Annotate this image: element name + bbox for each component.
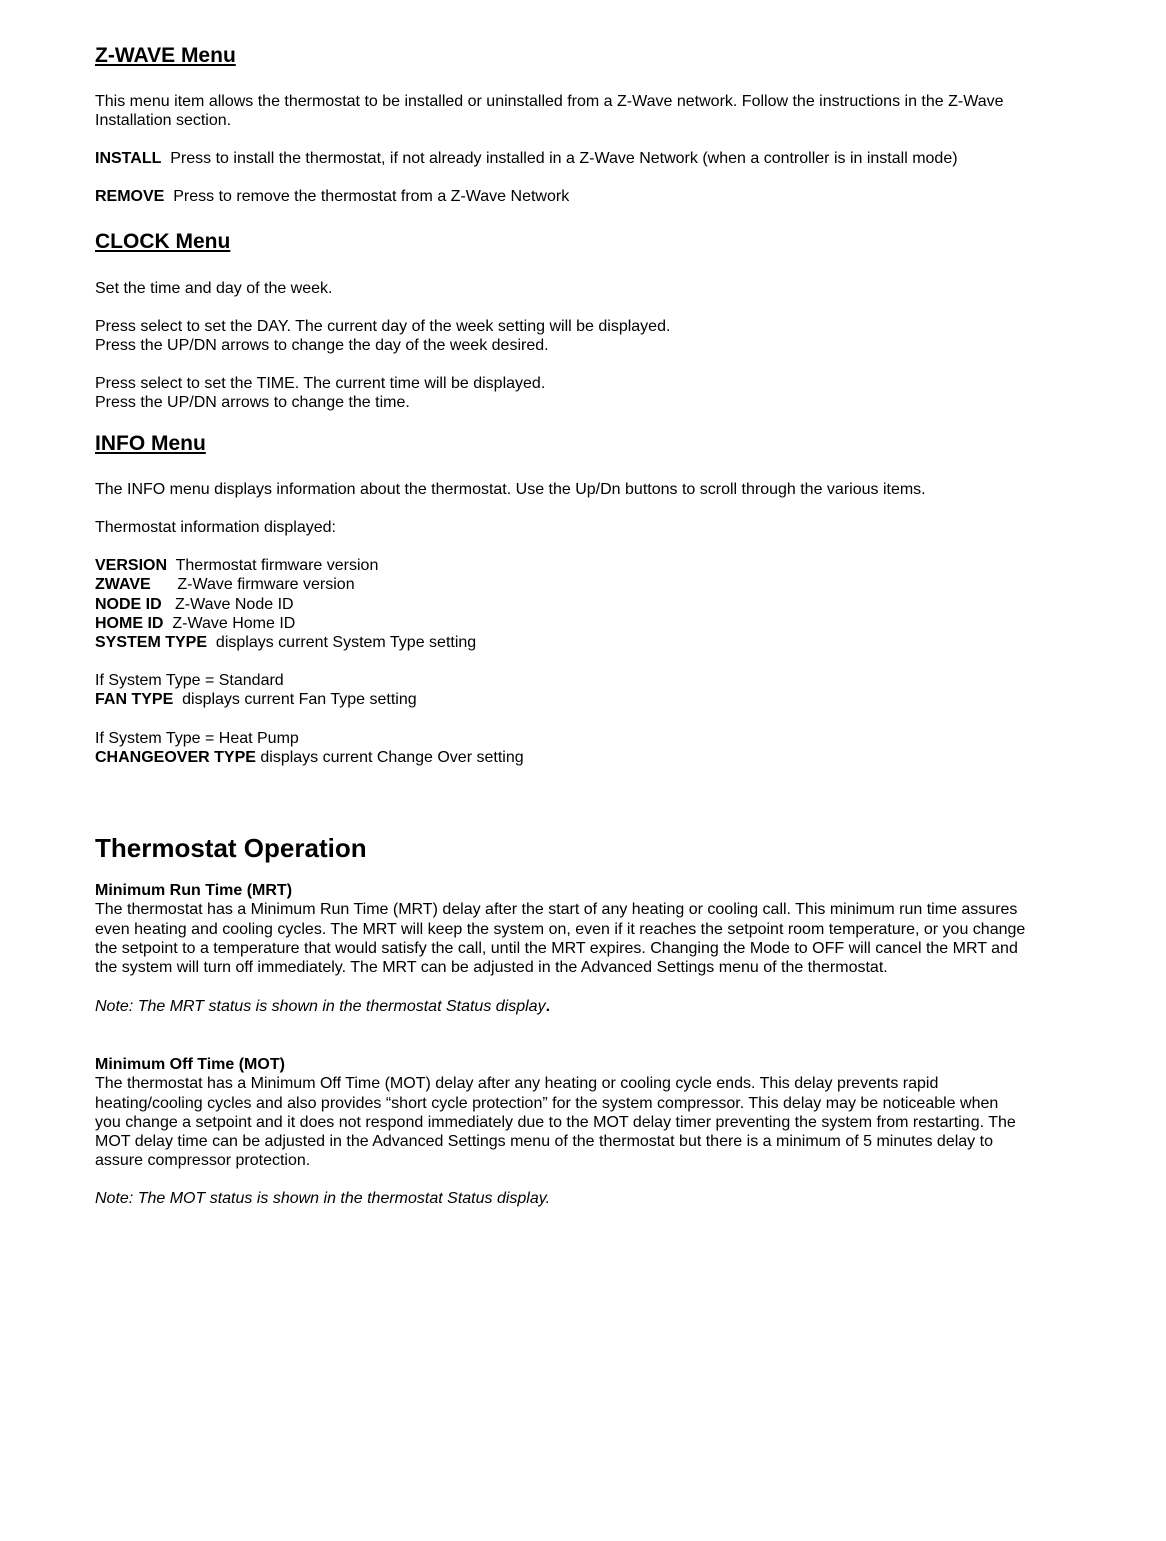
install-term: INSTALL (95, 150, 162, 167)
mrt-heading: Minimum Run Time (MRT) (95, 882, 293, 899)
mrt-section (95, 881, 1080, 977)
fan-type-desc: displays current Fan Type setting (182, 691, 417, 709)
fan-type-item (95, 690, 1080, 709)
clock-intro: Set the time and day of the week. (95, 280, 333, 297)
info-item-list (95, 556, 1080, 652)
info-item-version (95, 556, 1080, 575)
mot-note-paragraph (95, 1189, 1080, 1208)
mot-note: Note: The MOT status is shown in the thermostat Status display. (95, 1190, 551, 1207)
fan-type-term: FAN TYPE (95, 691, 174, 709)
info-item-term: ZWAVE (95, 576, 151, 594)
mot-section (95, 1055, 1080, 1171)
clock-day-line-2: Press the UP/DN arrows to change the day of the week desired. (95, 337, 549, 355)
mot-heading: Minimum Off Time (MOT) (95, 1056, 285, 1073)
info-standard-block (95, 671, 1080, 710)
info-item-node-id (95, 595, 1080, 614)
info-item-desc: Z-Wave Home ID (172, 614, 296, 632)
info-item-home-id (95, 614, 1080, 633)
zwave-install-item (95, 149, 1080, 168)
clock-menu-heading: CLOCK Menu (95, 230, 231, 253)
info-intro: The INFO menu displays information about the thermostat. Use the Up/Dn buttons to scroll through the various items. (95, 481, 926, 498)
thermostat-operation-heading: Thermostat Operation (95, 833, 367, 863)
info-item-term: HOME ID (95, 614, 164, 632)
info-item-desc: Z-Wave Node ID (175, 595, 294, 613)
remove-term: REMOVE (95, 188, 165, 205)
mrt-note-paragraph (95, 997, 1080, 1016)
clock-day-instructions (95, 317, 1080, 356)
info-item-zwave (95, 575, 1080, 594)
install-desc: Press to install the thermostat, if not already installed in a Z-Wave Network (when a controller is in install mode) (170, 150, 958, 167)
mot-line-1: The thermostat has a Minimum Off Time (MOT) delay after any heating or cooling cycle ends. This delay prevents rapid (95, 1075, 939, 1093)
info-item-desc: Thermostat firmware version (175, 557, 379, 574)
info-item-desc: displays current System Type setting (215, 634, 477, 652)
mrt-note-period: . (545, 998, 551, 1015)
zwave-menu-heading: Z-WAVE Menu (95, 44, 236, 67)
remove-desc: Press to remove the thermostat from a Z-Wave Network (173, 188, 570, 205)
info-item-term: SYSTEM TYPE (95, 634, 208, 652)
zwave-intro: This menu item allows the thermostat to be installed or uninstalled from a Z-Wave network. Follow the instructions in the Z-Wave Installation section. (95, 93, 1004, 130)
clock-day-line-1: Press select to set the DAY. The current day of the week setting will be displayed. (95, 318, 671, 335)
clock-time-line-1: Press select to set the TIME. The current time will be displayed. (95, 375, 546, 392)
mrt-note: Note: The MRT status is shown in the thermostat Status display (95, 998, 546, 1015)
changeover-type-item (95, 748, 1080, 767)
info-heatpump-block (95, 729, 1080, 768)
info-displayed-label: Thermostat information displayed: (95, 519, 336, 536)
heatpump-condition: If System Type = Heat Pump (95, 730, 299, 747)
info-item-term: NODE ID (95, 595, 162, 613)
mot-line-5: assure compressor protection. (95, 1152, 311, 1170)
info-item-term: VERSION (95, 557, 168, 574)
zwave-remove-item (95, 187, 1080, 206)
mot-line-4: MOT delay time can be adjusted in the Advanced Settings menu of the thermostat but there is a minimum of 5 minutes delay to (95, 1133, 993, 1151)
info-menu-heading: INFO Menu (95, 432, 206, 455)
info-item-system-type (95, 633, 1080, 652)
mot-line-3: you change a setpoint and it does not respond immediately due to the MOT delay timer preventing the system from restarting. The (95, 1113, 1016, 1131)
mrt-line-2: even heating and cooling cycles. The MRT will keep the system on, even if it reaches the setpoint room temperature, or you change (95, 920, 1026, 938)
clock-time-instructions (95, 374, 1080, 413)
info-item-desc: Z-Wave firmware version (177, 576, 355, 594)
changeover-desc: displays current Change Over setting (260, 749, 524, 767)
standard-condition: If System Type = Standard (95, 672, 284, 689)
mrt-line-3: the setpoint to a temperature that would satisfy the call, until the MRT expires. Changing the Mode to OFF will cancel the MRT and (95, 939, 1018, 957)
mrt-line-4: the system will turn off immediately. The MRT can be adjusted in the Advanced Settings menu of the thermostat. (95, 959, 888, 977)
mot-line-2: heating/cooling cycles and also provides “short cycle protection” for the system compressor. This delay may be noticeable when (95, 1094, 999, 1112)
changeover-term: CHANGEOVER TYPE (95, 749, 256, 767)
clock-time-line-2: Press the UP/DN arrows to change the time. (95, 394, 410, 412)
mrt-line-1: The thermostat has a Minimum Run Time (MRT) delay after the start of any heating or cooling call. This minimum run time assures (95, 901, 1018, 919)
